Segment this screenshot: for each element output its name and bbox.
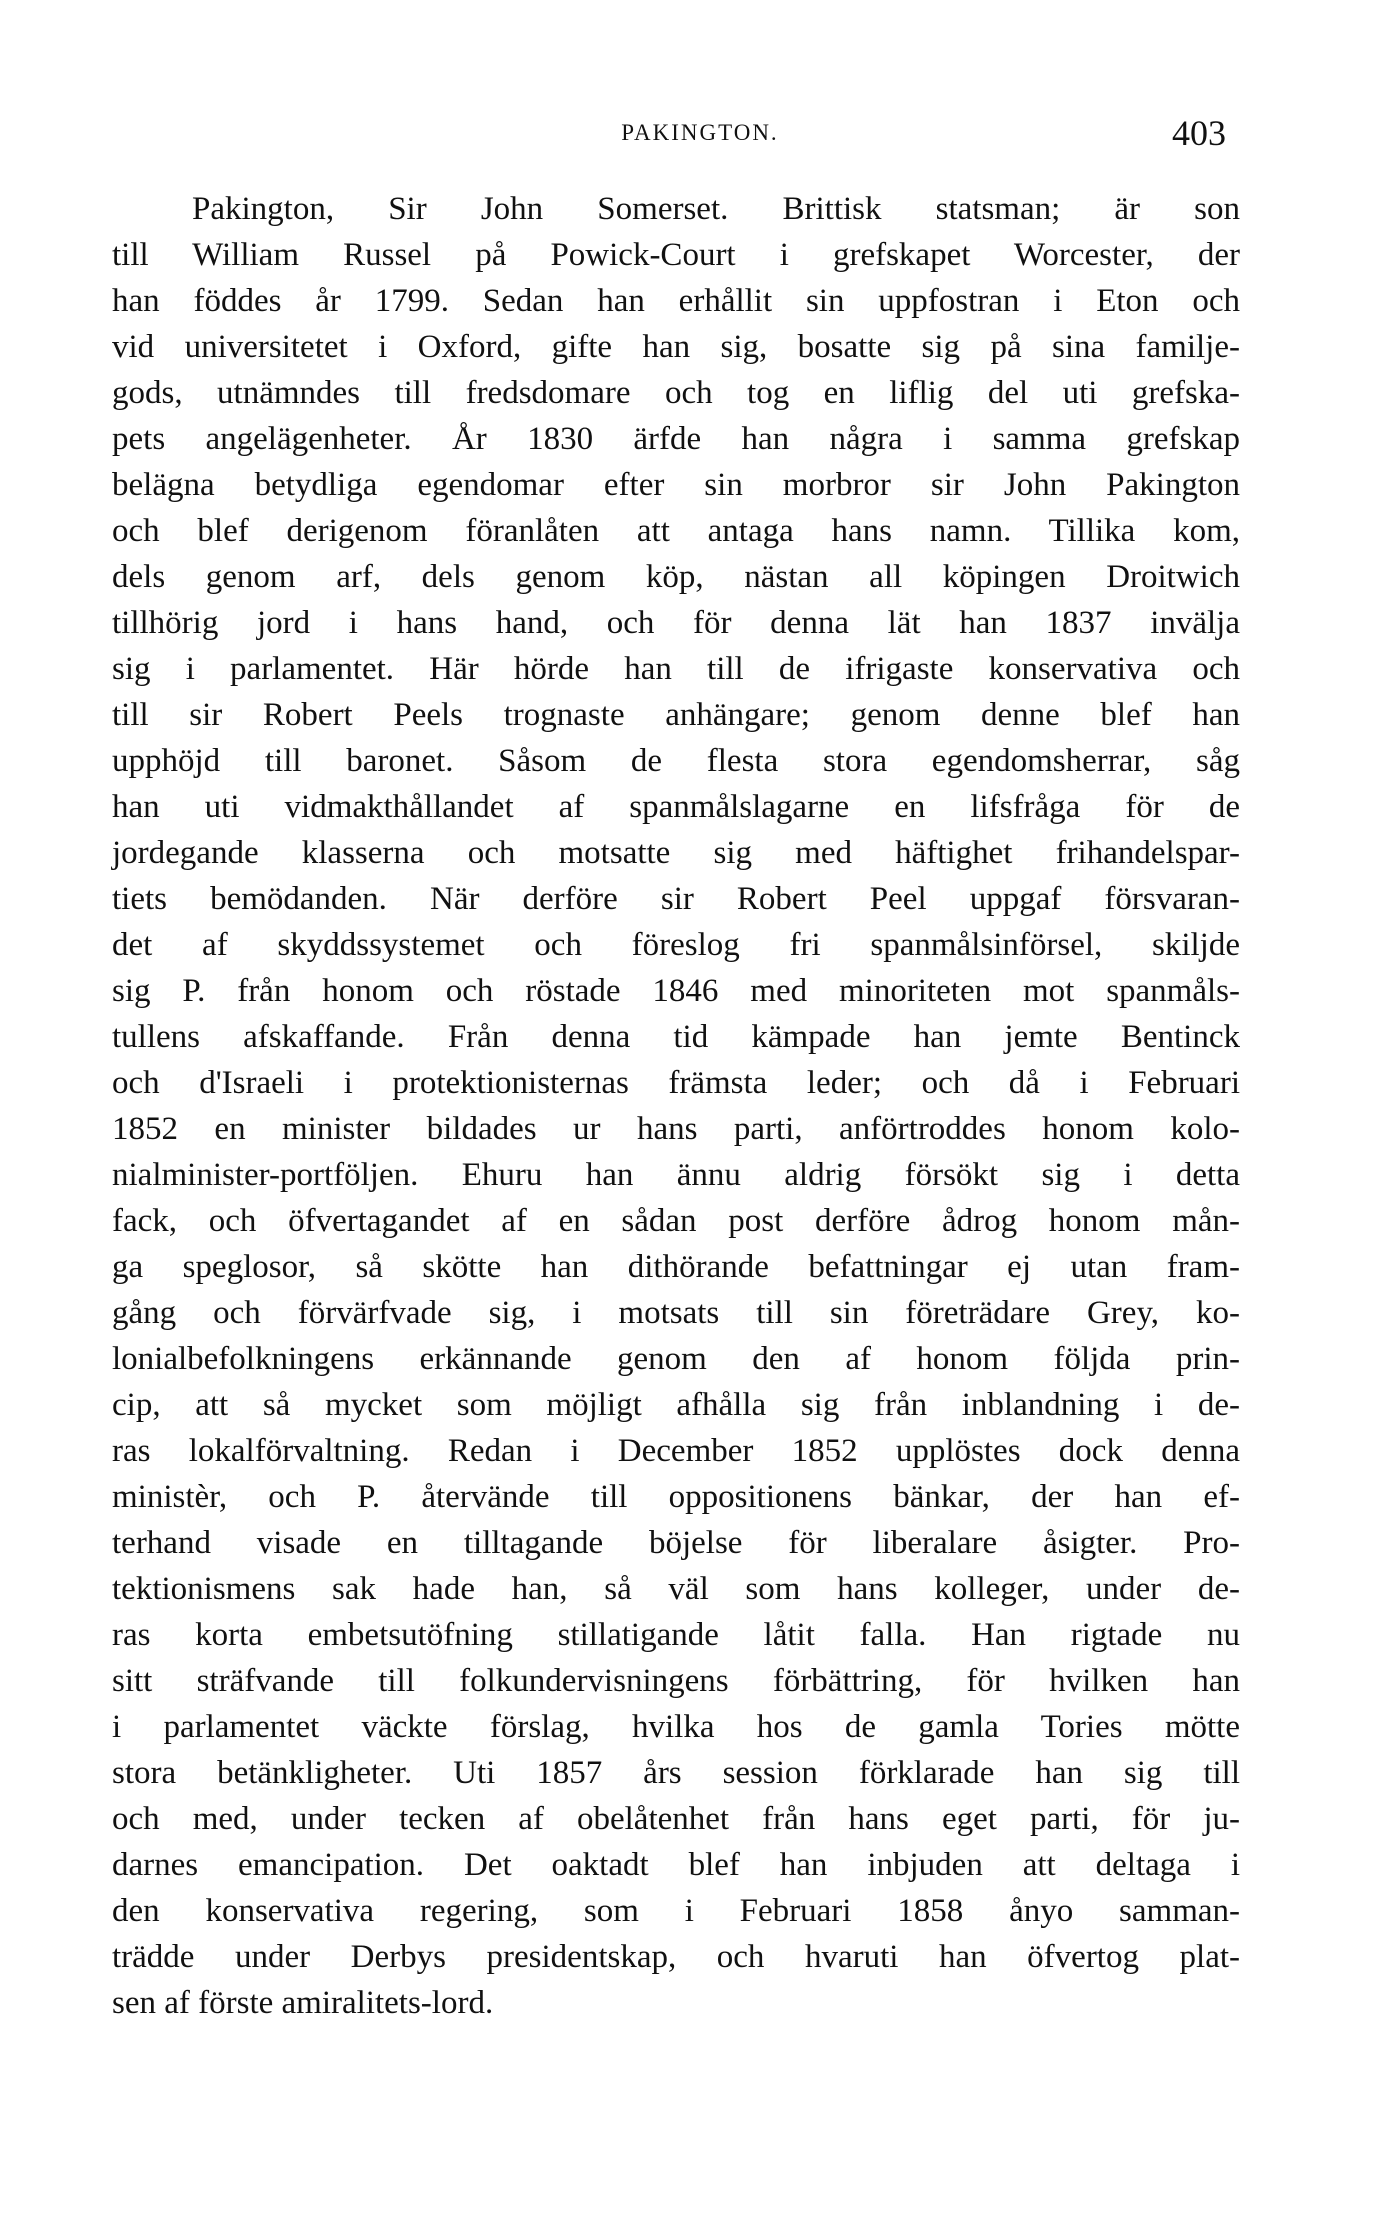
article-line: ga speglosor, så skötte han dithörande befattningar ej utan fram- <box>112 1249 1240 1285</box>
article-line: Pakington, Sir John Somerset. Brittisk statsman; är son <box>192 191 1240 227</box>
article-line: tullens afskaffande. Från denna tid kämpade han jemte Bentinck <box>112 1019 1240 1055</box>
article-line: och med, under tecken af obelåtenhet från hans eget parti, för ju- <box>112 1801 1240 1837</box>
article-line: gods, utnämndes till fredsdomare och tog en liflig del uti grefska- <box>112 375 1240 411</box>
article-line: nialminister-portföljen. Ehuru han ännu aldrig försökt sig i detta <box>112 1157 1240 1193</box>
article-line: sen af förste amiralitets-lord. <box>112 1985 494 2021</box>
article-line: och blef derigenom föranlåten att antaga hans namn. Tillika kom, <box>112 513 1240 549</box>
article-body <box>112 186 1240 2026</box>
article-line: gång och förvärfvade sig, i motsats till sin företrädare Grey, ko- <box>112 1295 1240 1331</box>
article-line: dels genom arf, dels genom köp, nästan all köpingen Droitwich <box>112 559 1240 595</box>
article-line: 1852 en minister bildades ur hans parti, anförtroddes honom kolo- <box>112 1111 1240 1147</box>
article-line: stora betänkligheter. Uti 1857 års session förklarade han sig till <box>112 1755 1240 1791</box>
running-title: PAKINGTON. <box>621 120 779 145</box>
article-line: sig i parlamentet. Här hörde han till de ifrigaste konservativa och <box>112 651 1240 687</box>
article-line: tiets bemödanden. När derföre sir Robert Peel uppgaf försvaran- <box>112 881 1240 917</box>
article-line: fack, och öfvertagandet af en sådan post derföre ådrog honom mån- <box>112 1203 1240 1239</box>
article-line: ras lokalförvaltning. Redan i December 1852 upplöstes dock denna <box>112 1433 1240 1469</box>
article-line: och d'Israeli i protektionisternas främsta leder; och då i Februari <box>112 1065 1240 1101</box>
article-line: till William Russel på Powick-Court i grefskapet Worcester, der <box>112 237 1240 273</box>
article-line: lonialbefolkningens erkännande genom den af honom följda prin- <box>112 1341 1240 1377</box>
article-line: vid universitetet i Oxford, gifte han sig, bosatte sig på sina familje- <box>112 329 1240 365</box>
article-line: belägna betydliga egendomar efter sin morbror sir John Pakington <box>112 467 1240 503</box>
article-line: i parlamentet väckte förslag, hvilka hos de gamla Tories mötte <box>112 1709 1240 1745</box>
article-line: tillhörig jord i hans hand, och för denna lät han 1837 invälja <box>112 605 1240 641</box>
article-line: den konservativa regering, som i Februari 1858 ånyo samman- <box>112 1893 1240 1929</box>
running-head <box>0 112 1400 152</box>
article-line: sig P. från honom och röstade 1846 med minoriteten mot spanmåls- <box>112 973 1240 1009</box>
article-line: cip, att så mycket som möjligt afhålla sig från inblandning i de- <box>112 1387 1240 1423</box>
article-line: darnes emancipation. Det oaktadt blef han inbjuden att deltaga i <box>112 1847 1240 1883</box>
article-line: sitt sträfvande till folkundervisningens förbättring, för hvilken han <box>112 1663 1240 1699</box>
page-number: 403 <box>1172 113 1226 153</box>
article-line: han uti vidmakthållandet af spanmålslagarne en lifsfråga för de <box>112 789 1240 825</box>
article-line: det af skyddssystemet och föreslog fri spanmålsinförsel, skiljde <box>112 927 1240 963</box>
article-line: ras korta embetsutöfning stillatigande låtit falla. Han rigtade nu <box>112 1617 1240 1653</box>
article-line: terhand visade en tilltagande böjelse för liberalare åsigter. Pro- <box>112 1525 1240 1561</box>
article-line: tektionismens sak hade han, så väl som hans kolleger, under de- <box>112 1571 1240 1607</box>
article-line: ministèr, och P. återvände till oppositionens bänkar, der han ef- <box>112 1479 1240 1515</box>
article-line: han föddes år 1799. Sedan han erhållit sin uppfostran i Eton och <box>112 283 1240 319</box>
article-line: jordegande klasserna och motsatte sig med häftighet frihandelspar- <box>112 835 1240 871</box>
article-line: upphöjd till baronet. Såsom de flesta stora egendomsherrar, såg <box>112 743 1240 779</box>
article-line: pets angelägenheter. År 1830 ärfde han några i samma grefskap <box>112 421 1240 457</box>
article-line: till sir Robert Peels trognaste anhängare; genom denne blef han <box>112 697 1240 733</box>
article-line: trädde under Derbys presidentskap, och hvaruti han öfvertog plat- <box>112 1939 1240 1975</box>
